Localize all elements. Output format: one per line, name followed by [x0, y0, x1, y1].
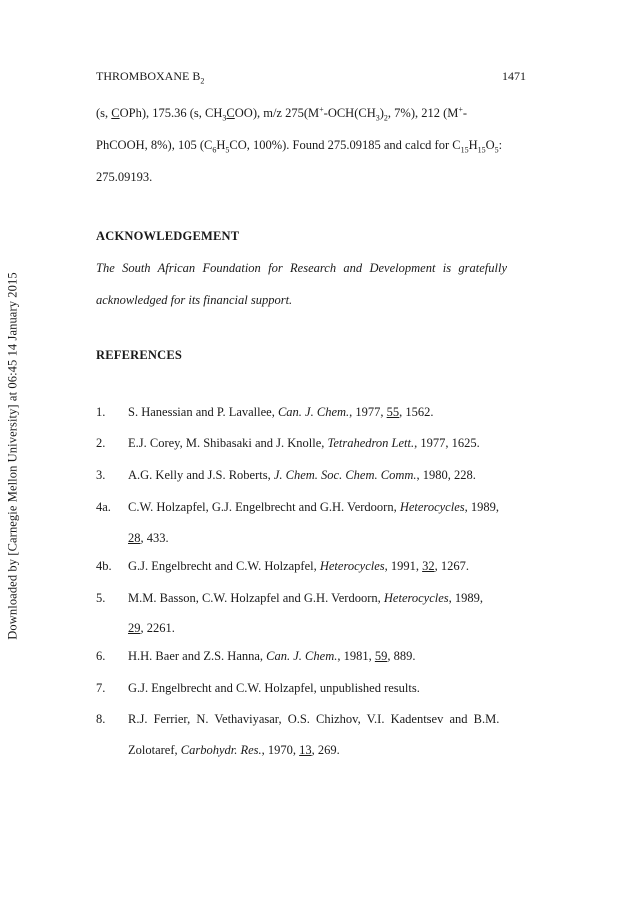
reference-year: , 1991,: [384, 559, 423, 573]
reference-journal: Carbohydr. Res.: [180, 743, 262, 757]
reference-authors: E.J. Corey, M. Shibasaki and J. Knolle,: [128, 436, 328, 450]
acknowledgement-heading: ACKNOWLEDGEMENT: [96, 229, 240, 243]
reference-authors: M.M. Basson, C.W. Holzapfel and G.H. Verdoorn,: [128, 591, 384, 605]
reference-number: 1.: [96, 405, 106, 419]
reference-authors: A.G. Kelly and J.S. Roberts,: [128, 468, 274, 482]
reference-text: [128, 591, 483, 606]
reference-volume: 59: [374, 649, 388, 663]
reference-year: , 1989,: [464, 500, 499, 514]
spectral-line-2: PhCOOH, 8%), 105 ($C_6H_5CO$, 100%). Found 275.09185 and calcd for $C_{15}H_{15}O_5$:: [96, 138, 503, 155]
reference-pages: , 1562.: [399, 405, 434, 419]
reference-pages: , 2261.: [140, 621, 175, 635]
reference-authors: Zolotaref,: [128, 743, 181, 757]
page-number: 1471: [502, 69, 526, 83]
reference-authors: C.W. Holzapfel, G.J. Engelbrecht and G.H. Verdoorn,: [128, 500, 400, 514]
reference-volume: 32: [422, 559, 435, 573]
reference-pages: , 433.: [140, 531, 169, 545]
reference-text-continued: [128, 743, 340, 758]
reference-text: [128, 468, 476, 483]
reference-authors: H.H. Baer and Z.S. Hanna,: [128, 649, 267, 663]
reference-authors: S. Hanessian and P. Lavallee,: [128, 405, 278, 419]
reference-number: 3.: [96, 468, 106, 482]
reference-text: [128, 649, 415, 664]
reference-number: 6.: [96, 649, 106, 663]
reference-authors: G.J. Engelbrecht and C.W. Holzapfel,: [128, 559, 320, 573]
acknowledgement-line-1: The South African Foundation for Research and Development is gratefully: [96, 261, 508, 275]
acknowledgement-line-2: acknowledged for its financial support.: [96, 293, 293, 307]
reference-year: , 1977,: [349, 405, 387, 419]
reference-volume: 28: [128, 531, 141, 545]
references-heading: REFERENCES: [96, 348, 183, 362]
reference-authors: R.J. Ferrier, N. Vethaviyasar, O.S. Chizhov, V.I. Kadentsev and B.M.: [128, 712, 500, 726]
reference-text: [128, 712, 526, 727]
reference-volume: 13: [299, 743, 312, 757]
reference-text: [128, 436, 480, 451]
reference-year: , 1980, 228.: [416, 468, 476, 482]
reference-pages: , 889.: [387, 649, 416, 663]
reference-text: [128, 500, 499, 515]
reference-volume: 55: [386, 405, 400, 419]
reference-number: 5.: [96, 591, 106, 605]
running-title: THROMBOXANE $B_2$: [96, 69, 205, 86]
reference-year: , 1977, 1625.: [414, 436, 480, 450]
spectral-line-3: 275.09193.: [96, 170, 153, 184]
reference-text: [128, 681, 420, 696]
reference-year: , 1981,: [337, 649, 375, 663]
reference-volume: 29: [128, 621, 141, 635]
reference-number: 2.: [96, 436, 106, 450]
reference-journal: Can. J. Chem.: [277, 405, 350, 419]
reference-year: , 1989,: [448, 591, 484, 605]
reference-number: 4a.: [96, 500, 111, 514]
reference-text: [128, 405, 434, 420]
reference-journal: Tetrahedron Lett.: [327, 436, 415, 450]
spectral-line-1: (s, COPh), 175.36 (s, $CH_3COO$), m/z $275(M^+-OCH(CH_3)_2$, 7%), 212 (M+-: [96, 105, 468, 123]
reference-journal: Heterocycles: [399, 500, 465, 514]
reference-number: 4b.: [96, 559, 112, 573]
reference-journal: J. Chem. Soc. Chem. Comm.: [273, 468, 417, 482]
reference-journal: Can. J. Chem.: [266, 649, 338, 663]
reference-year: , 1970,: [261, 743, 300, 757]
reference-text-continued: [128, 621, 175, 636]
reference-number: 7.: [96, 681, 106, 695]
reference-journal: Heterocycles: [319, 559, 385, 573]
reference-journal: Heterocycles: [383, 591, 449, 605]
reference-text: [128, 559, 469, 574]
reference-pages: , 269.: [311, 743, 340, 757]
reference-text-continued: [128, 531, 169, 546]
download-watermark: Downloaded by [Carnegie Mellon University] at 06:45 14 January 2015: [5, 272, 20, 640]
reference-authors: G.J. Engelbrecht and C.W. Holzapfel, unpublished results.: [128, 681, 420, 695]
reference-number: 8.: [96, 712, 106, 726]
reference-pages: , 1267.: [434, 559, 470, 573]
